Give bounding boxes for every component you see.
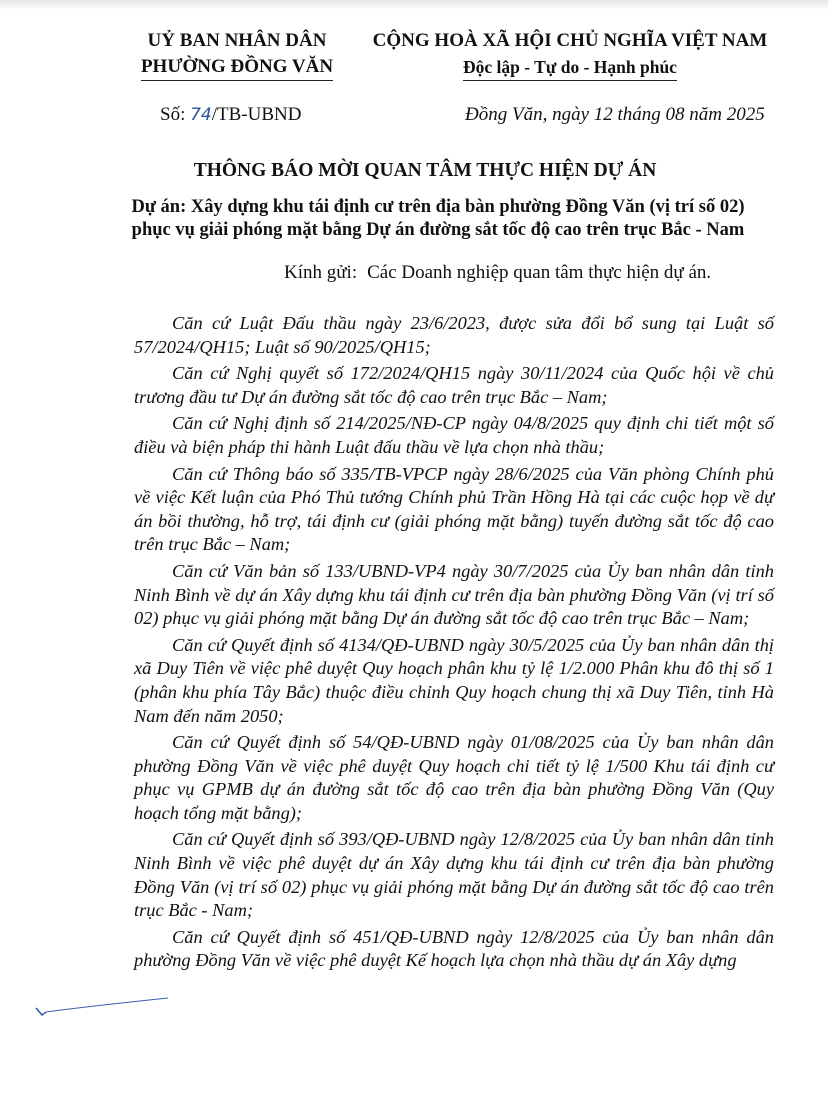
scan-edge bbox=[0, 0, 828, 10]
place-and-date: Đồng Văn, ngày 12 tháng 08 năm 2025 bbox=[465, 104, 765, 125]
authority-line-2: PHƯỜNG ĐỒNG VĂN bbox=[141, 54, 333, 81]
national-header bbox=[370, 28, 770, 81]
paragraph: Căn cứ Quyết định số 4134/QĐ-UBND ngày 30/5/2025 của Ủy ban nhân dân thị xã Duy Tiên về việc phê duyệt Quy hoạch phân khu tỷ lệ 1/2.000 Phân khu đô thị số 1 (phân khu phía Tây Bắc) thuộc điều chỉnh Quy hoạch chung thị xã Duy Tiên, tỉnh Hà Nam đến năm 2050; bbox=[134, 634, 774, 726]
recipient-label: Kính gửi: bbox=[284, 262, 358, 283]
project-name bbox=[100, 196, 776, 242]
document-title: THÔNG BÁO MỜI QUAN TÂM THỰC HIỆN DỰ ÁN bbox=[193, 160, 657, 181]
national-motto: Độc lập - Tự do - Hạnh phúc bbox=[463, 54, 677, 81]
paragraph: Căn cứ Thông báo số 335/TB-VPCP ngày 28/6/2025 của Văn phòng Chính phủ về việc Kết luận của Phó Thủ tướng Chính phủ Trần Hồng Hà tại các cuộc họp về dự án bồi thường, hỗ trợ, tái định cư (giải phóng mặt bằng) tuyến đường sắt tốc độ cao trên trục Bắc – Nam; bbox=[134, 463, 774, 555]
document-number bbox=[160, 104, 301, 126]
paragraph: Căn cứ Quyết định số 54/QĐ-UBND ngày 01/08/2025 của Ủy ban nhân dân phường Đồng Văn về việc phê duyệt Quy hoạch chi tiết tỷ lệ 1/500 Khu tái định cư phục vụ GPMB dự án đường sắt tốc độ cao trên địa bàn phường Đồng Văn (Quy hoạch tổng mặt bằng); bbox=[134, 732, 774, 823]
project-line-1: Dự án: Xây dựng khu tái định cư trên địa bàn phường Đồng Văn (vị trí số 02) bbox=[131, 197, 745, 217]
authority-line-1: UỶ BAN NHÂN DÂN bbox=[147, 30, 327, 51]
recipient-value: Các Doanh nghiệp quan tâm thực hiện dự án. bbox=[367, 262, 712, 283]
handwritten-number: 74 bbox=[190, 105, 212, 125]
nation-name: CỘNG HOÀ XÃ HỘI CHỦ NGHĨA VIỆT NAM bbox=[372, 30, 768, 51]
recipient-line bbox=[284, 262, 711, 284]
paragraph: Căn cứ Quyết định số 451/QĐ-UBND ngày 12/8/2025 của Ủy ban nhân dân phường Đồng Văn về việc phê duyệt Kế hoạch lựa chọn nhà thầu dự án Xây dựng bbox=[134, 926, 774, 971]
pen-mark bbox=[32, 988, 172, 1028]
paragraph: Căn cứ Nghị quyết số 172/2024/QH15 ngày 30/11/2024 của Quốc hội về chủ trương đầu tư Dự án đường sắt tốc độ cao trên trục Bắc – Nam; bbox=[134, 363, 774, 407]
paragraph: Căn cứ Quyết định số 393/QĐ-UBND ngày 12/8/2025 của Ủy ban nhân dân tỉnh Ninh Bình về việc phê duyệt dự án Xây dựng khu tái định cư trên địa bàn phường Đồng Văn (vị trí số 02) phục vụ giải phóng mặt bằng Dự án đường sắt tốc độ cao trên trục Bắc - Nam; bbox=[134, 829, 774, 921]
paragraph: Căn cứ Nghị định số 214/2025/NĐ-CP ngày 04/8/2025 quy định chi tiết một số điều và biện pháp thi hành Luật đấu thầu về lựa chọn nhà thầu; bbox=[134, 413, 774, 457]
number-suffix: /TB-UBND bbox=[211, 104, 302, 125]
number-prefix: Số: bbox=[160, 104, 186, 125]
issuing-authority bbox=[128, 28, 346, 81]
project-line-2: phục vụ giải phóng mặt bằng Dự án đường sắt tốc độ cao trên trục Bắc - Nam bbox=[131, 220, 745, 240]
paragraph: Căn cứ Luật Đấu thầu ngày 23/6/2023, được sửa đổi bổ sung tại Luật số 57/2024/QH15; Luật số 90/2025/QH15; bbox=[134, 313, 774, 357]
paragraph: Căn cứ Văn bản số 133/UBND-VP4 ngày 30/7/2025 của Ủy ban nhân dân tỉnh Ninh Bình về dự án Xây dựng khu tái định cư trên địa bàn phường Đồng Văn (vị trí số 02) phục vụ giải phóng mặt bằng Dự án đường sắt tốc độ cao trên trục Bắc – Nam; bbox=[134, 560, 774, 629]
legal-basis-body bbox=[134, 312, 774, 976]
